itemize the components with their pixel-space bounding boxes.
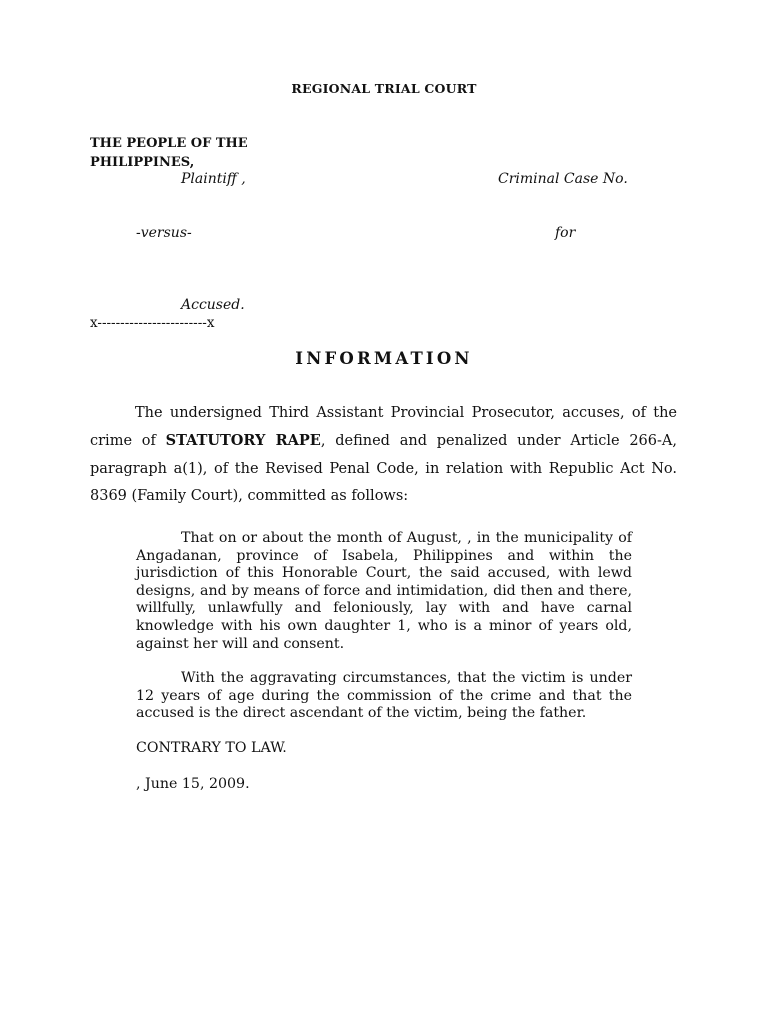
intro-text-after: , defined and penalized under Article 266-A, paragraph a(1), of the Revised Penal Code, in relation with Republic Act No. 8369 (Family Court), committed as follows: [90,433,677,504]
plaintiff-label: Plaintiff , [181,171,246,187]
accused-label: Accused. [181,297,245,313]
document-date: , June 15, 2009. [136,776,250,792]
aggravating-paragraph: With the aggravating circumstances, that the victim is under 12 years of age during the commission of the crime and that the accused is the direct ascendant of the victim, being the father. [136,670,632,722]
plaintiff-name-line2: PHILIPPINES, [90,155,195,170]
versus-label: -versus- [136,225,192,241]
criminal-case-label: Criminal Case No. [498,171,628,187]
crime-name: STATUTORY RAPE [165,432,321,450]
document-title: INFORMATION [295,349,473,368]
caption-separator: x------------------------x [90,315,215,331]
for-label: for [555,225,576,241]
plaintiff-name-line1: THE PEOPLE OF THE [90,136,248,151]
intro-text-before: The undersigned Third Assistant Provincial Prosecutor, accuses, of the crime of [90,405,677,450]
court-name: REGIONAL TRIAL COURT [291,81,477,96]
charge-paragraph: That on or about the month of August, , in the municipality of Angadanan, province of Isabela, Philippines and within the jurisdiction of this Honorable Court, the said accused, with lewd designs, and by means of force and intimidation, did then and there, willfully, unlawfully and feloniously, lay with and have carnal knowledge with his own daughter 1, who is a minor of years old, against her will and consent. [136,530,632,652]
closing-statement: CONTRARY TO LAW. [136,740,287,756]
intro-paragraph [90,400,677,510]
